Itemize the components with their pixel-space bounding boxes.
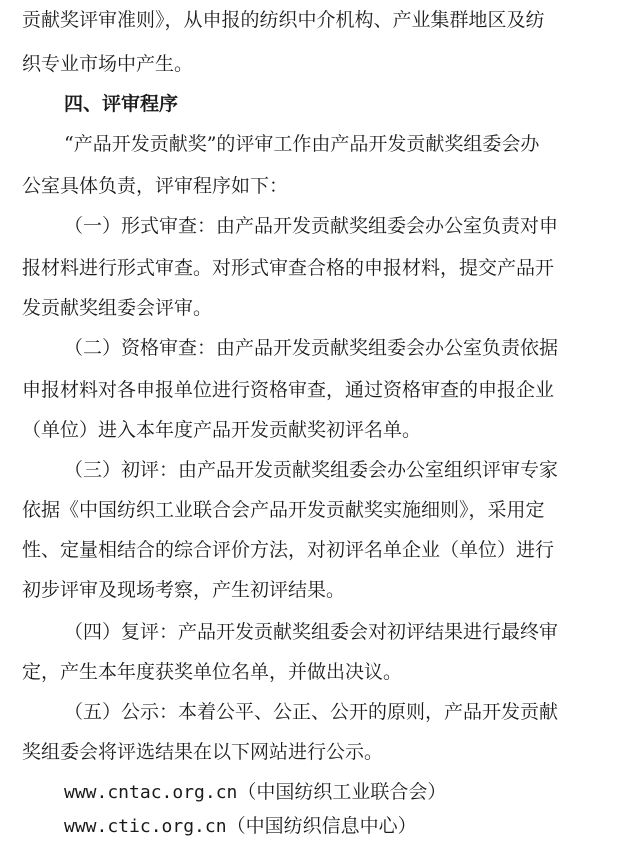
step-line: （三）初评：由产品开发贡献奖组委会办公室组织评审专家 <box>64 459 559 481</box>
step-line: （五）公示：本着公平、公正、公开的原则，产品开发贡献 <box>64 701 559 723</box>
intro-line: 公室具体负责，评审程序如下： <box>22 175 289 197</box>
step-line: （单位）进入本年度产品开发贡献奖初评名单。 <box>22 419 422 441</box>
step-line: 定，产生本年度获奖单位名单，并做出决议。 <box>22 661 403 683</box>
website-entry <box>64 806 608 846</box>
step-line: 初步评审及现场考察，产生初评结果。 <box>22 579 346 601</box>
website-name: （中国纺织信息中心） <box>226 815 417 837</box>
step-line: 发贡献奖组委会评审。 <box>22 297 213 319</box>
step-line: （一）形式审查：由产品开发贡献奖组委会办公室负责对申 <box>64 215 559 237</box>
website-name: （中国纺织工业联合会） <box>237 781 447 803</box>
paragraph-line: 贡献奖评审准则》，从申报的纺织中介机构、产业集群地区及纺 <box>22 9 545 31</box>
step-line: 依据《中国纺织工业联合会产品开发贡献奖实施细则》，采用定 <box>22 499 545 521</box>
step-line: 奖组委会将评选结果在以下网站进行公示。 <box>22 741 384 763</box>
step-line: 报材料进行形式审查。对形式审查合格的申报材料，提交产品开 <box>22 257 555 279</box>
section-heading: 四、评审程序 <box>64 93 179 115</box>
step-line: 申报材料对各申报单位进行资格审查，通过资格审查的申报企业 <box>22 379 555 401</box>
website-url[interactable]: www.cntac.org.cn <box>64 782 238 803</box>
paragraph-line: 织专业市场中产生。 <box>22 53 194 75</box>
step-line: 性、定量相结合的综合评价方法，对初评名单企业（单位）进行 <box>22 539 555 561</box>
website-url[interactable]: www.ctic.org.cn <box>64 816 227 837</box>
intro-line: “产品开发贡献奖”的评审工作由产品开发贡献奖组委会办 <box>64 133 540 155</box>
step-line: （二）资格审查：由产品开发贡献奖组委会办公室负责依据 <box>64 337 559 359</box>
step-line: （四）复评：产品开发贡献奖组委会对初评结果进行最终审 <box>64 621 559 643</box>
